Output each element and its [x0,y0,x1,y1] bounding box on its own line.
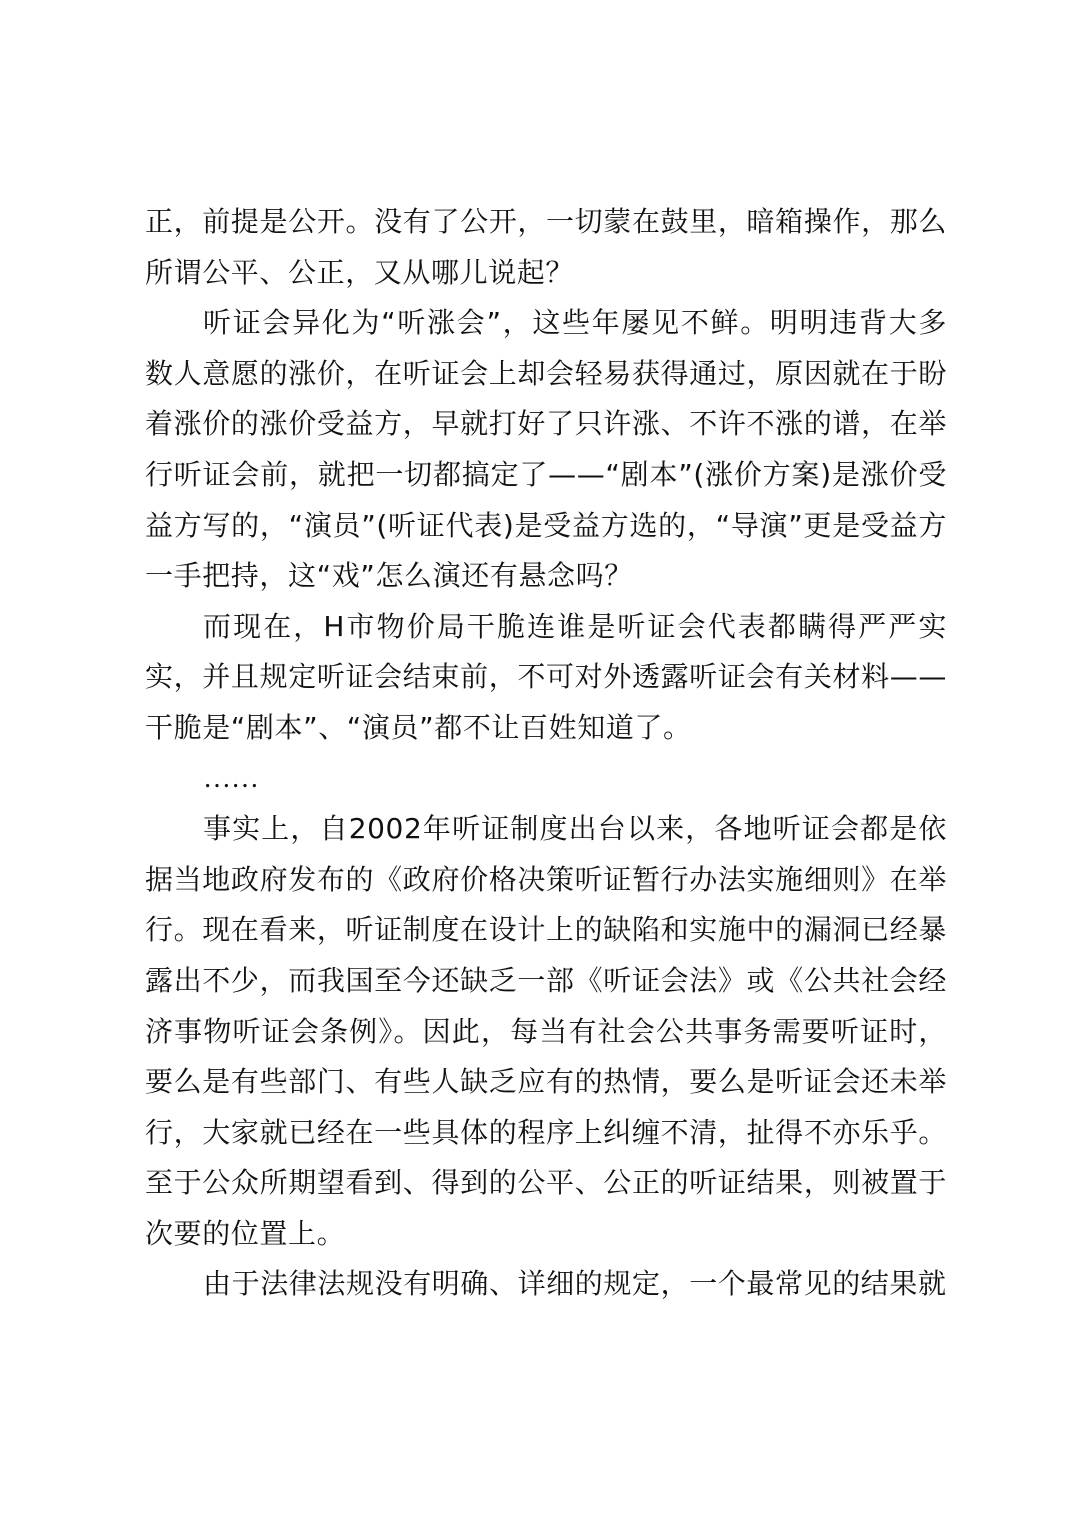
paragraph-4: 事实上，自2002年听证制度出台以来，各地听证会都是依据当地政府发布的《政府价格决策听证暂行办法实施细则》在举行。现在看来，听证制度在设计上的缺陷和实施中的漏洞已经暴露出不少，而我国至今还缺乏一部《听证会法》或《公共社会经济事物听证会条例》。因此，每当有社会公共事务需要听证时，要么是有些部门、有些人缺乏应有的热情，要么是听证会还未举行，大家就已经在一些具体的程序上纠缠不清，扯得不亦乐乎。至于公众所期望看到、得到的公平、公正的听证结果，则被置于次要的位置上。 [145,812,947,1250]
paragraph-3: 而现在，H市物价局干脆连谁是听证会代表都瞒得严严实实，并且规定听证会结束前，不可对外透露听证会有关材料——干脆是“剧本”、“演员”都不让百姓知道了。 [145,609,947,744]
paragraph-5: 由于法律法规没有明确、详细的规定，一个最常见的结果就 [203,1267,947,1301]
document-page [145,197,947,1310]
ellipsis-paragraph: …… [203,762,259,794]
paragraph-2: 听证会异化为“听涨会”，这些年屡见不鲜。明明违背大多数人意愿的涨价，在听证会上却会轻易获得通过，原因就在于盼着涨价的涨价受益方，早就打好了只许涨、不许不涨的谱，在举行听证会前，就把一切都搞定了——“剧本”(涨价方案)是涨价受益方写的，“演员”(听证代表)是受益方选的，“导演”更是受益方一手把持，这“戏”怎么演还有悬念吗？ [145,306,947,593]
paragraph-1: 正，前提是公开。没有了公开，一切蒙在鼓里，暗箱操作，那么所谓公平、公正，又从哪儿说起？ [145,205,947,289]
